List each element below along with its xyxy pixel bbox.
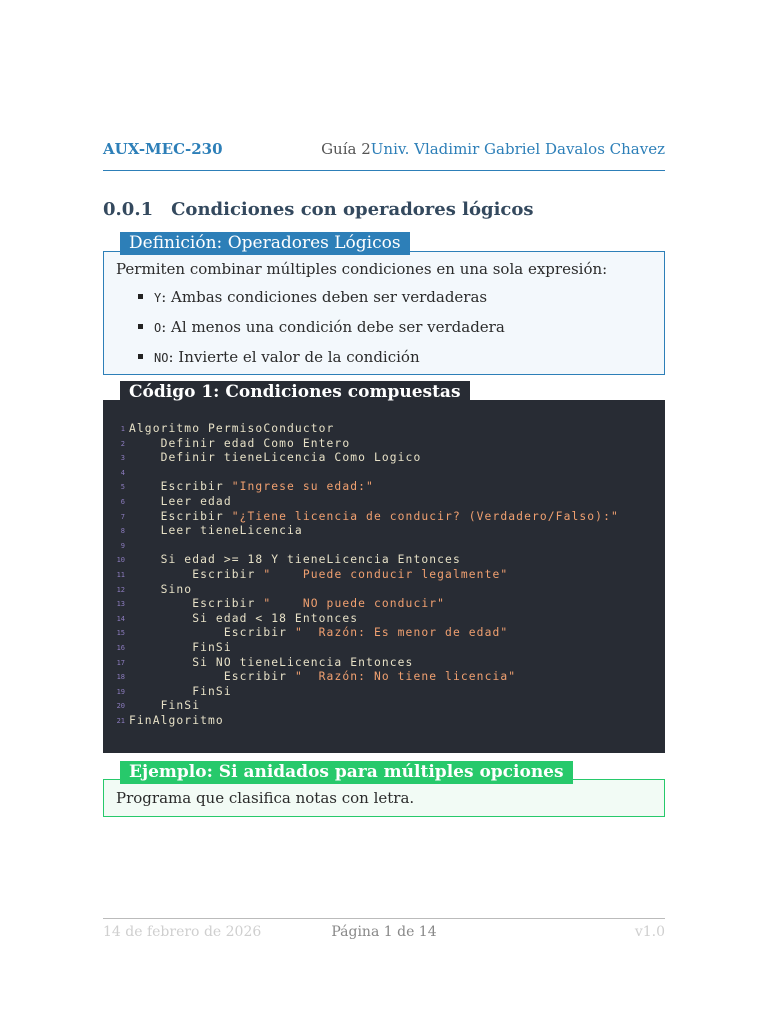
definition-title: Definición: Operadores Lógicos: [120, 232, 410, 255]
code-text: [129, 699, 200, 714]
line-number: 15: [116, 629, 125, 638]
string-literal: " Puede conducir legalmente": [263, 567, 509, 581]
code-line: [103, 626, 663, 641]
string-literal: "Ingrese su edad:": [231, 480, 374, 494]
line-number: 18: [116, 673, 125, 682]
code-statement: Escribir: [129, 567, 264, 581]
code-text: [129, 641, 232, 656]
line-number: 17: [116, 658, 125, 667]
code-statement: Leer tieneLicencia: [129, 524, 303, 538]
page-number: Página 1 de 14: [331, 924, 437, 940]
line-number: 13: [116, 600, 125, 609]
code-statement: FinSi: [129, 684, 232, 698]
definition-list: [138, 288, 505, 378]
code-text: [129, 495, 232, 510]
code-line: [103, 597, 663, 612]
list-item: [138, 348, 505, 378]
header-right: [321, 140, 665, 158]
code-statement: Si NO tieneLicencia Entonces: [129, 655, 414, 669]
line-number: 20: [116, 702, 125, 711]
page-header: [103, 140, 665, 160]
code-line: [103, 553, 663, 568]
section-number: 0.0.1: [103, 199, 154, 220]
line-number: 6: [120, 497, 125, 506]
line-number: 8: [120, 527, 125, 536]
code-text: [129, 714, 224, 729]
code-text: [129, 480, 374, 495]
code-text: [129, 510, 619, 525]
code-line: [103, 714, 663, 729]
bullet-icon: [138, 354, 143, 359]
operator-description: : Ambas condiciones deben ser verdaderas: [161, 288, 488, 306]
example-title: Ejemplo: Si anidados para múltiples opciones: [120, 761, 573, 784]
definition-box: [103, 251, 665, 375]
line-number: 11: [116, 570, 125, 579]
definition-intro: Permiten combinar múltiples condiciones en una sola expresión:: [116, 260, 608, 278]
code-text: [129, 553, 461, 568]
bullet-icon: [138, 324, 143, 329]
code-statement: Sino: [129, 582, 193, 596]
operator-keyword: NO: [154, 351, 169, 365]
code-listing: [103, 400, 665, 753]
line-number: 9: [120, 541, 125, 550]
line-number: 14: [116, 614, 125, 623]
code-statement: Definir tieneLicencia Como Logico: [129, 451, 422, 465]
header-divider: [103, 170, 665, 171]
code-text: [129, 670, 516, 685]
line-number: 2: [120, 439, 125, 448]
code-text: [129, 597, 445, 612]
code-text: [129, 685, 232, 700]
code-line: [103, 641, 663, 656]
code-line: [103, 656, 663, 671]
line-number: 1: [120, 425, 125, 433]
string-literal: " Razón: Es menor de edad": [294, 626, 509, 640]
code-line: [103, 670, 663, 685]
code-line: [103, 699, 663, 714]
code-line: [103, 480, 663, 495]
line-number: 7: [120, 512, 125, 521]
code-statement: Definir edad Como Entero: [129, 436, 351, 450]
code-text: [129, 568, 508, 583]
code-statement: Escribir: [129, 670, 295, 684]
code-line: [103, 583, 663, 598]
version-label: v1.0: [634, 924, 665, 940]
code-line: [103, 539, 663, 554]
operator-description: : Invierte el valor de la condición: [168, 348, 420, 366]
line-number: 3: [120, 454, 125, 463]
code-line: [103, 451, 663, 466]
page-footer: [103, 924, 665, 944]
section-title: Condiciones con operadores lógicos: [171, 199, 534, 220]
code-line: [103, 612, 663, 627]
example-text: Programa que clasifica notas con letra.: [116, 789, 415, 807]
code-line: [103, 510, 663, 525]
example-box: [103, 779, 665, 817]
code-statement: Si edad >= 18 Y tieneLicencia Entonces: [129, 553, 461, 567]
code-statement: Leer edad: [129, 494, 232, 508]
footer-divider: [103, 918, 665, 919]
code-text: [129, 656, 413, 671]
footer-date: 14 de febrero de 2026: [103, 924, 262, 940]
string-literal: " Razón: No tiene licencia": [294, 670, 517, 684]
bullet-icon: [138, 294, 143, 299]
code-line: [103, 422, 663, 437]
line-number: 4: [120, 468, 125, 477]
code-text: [129, 583, 192, 598]
code-statement: Escribir: [129, 480, 232, 494]
list-item: [138, 318, 505, 348]
operator-keyword: Y: [154, 291, 162, 305]
code-line: [103, 495, 663, 510]
line-number: 16: [116, 643, 125, 652]
string-literal: "¿Tiene licencia de conducir? (Verdadero/Falso):": [231, 509, 619, 523]
code-line: [103, 524, 663, 539]
line-number: 21: [116, 716, 125, 725]
code-statement: Algoritmo PermisoConductor: [129, 422, 335, 435]
author-name: Univ. Vladimir Gabriel Davalos Chavez: [370, 140, 665, 158]
code-text: [129, 437, 350, 452]
section-heading: [103, 199, 534, 220]
code-block: [103, 422, 663, 728]
code-statement: FinAlgoritmo: [129, 713, 224, 727]
code-text: [129, 626, 508, 641]
code-line: [103, 437, 663, 452]
line-number: 5: [120, 483, 125, 492]
line-number: 10: [116, 556, 125, 565]
code-line: [103, 568, 663, 583]
code-statement: Escribir: [129, 626, 295, 640]
code-statement: FinSi: [129, 640, 232, 654]
code-statement: Escribir: [129, 509, 232, 523]
code-listing-title: Código 1: Condiciones compuestas: [120, 381, 470, 404]
code-text: [129, 422, 334, 437]
string-literal: " NO puede conducir": [263, 597, 446, 611]
line-number: 12: [116, 585, 125, 594]
code-line: [103, 466, 663, 481]
list-item: [138, 288, 505, 318]
code-statement: FinSi: [129, 699, 201, 713]
line-number: 19: [116, 687, 125, 696]
code-text: [129, 524, 303, 539]
operator-description: : Al menos una condición debe ser verdadera: [161, 318, 505, 336]
guide-label: Guía 2: [321, 140, 371, 158]
operator-keyword: O: [154, 321, 162, 335]
course-code: AUX-MEC-230: [103, 140, 223, 158]
code-text: [129, 612, 358, 627]
code-text: [129, 451, 421, 466]
code-line: [103, 685, 663, 700]
code-statement: Escribir: [129, 597, 264, 611]
code-statement: Si edad < 18 Entonces: [129, 611, 359, 625]
